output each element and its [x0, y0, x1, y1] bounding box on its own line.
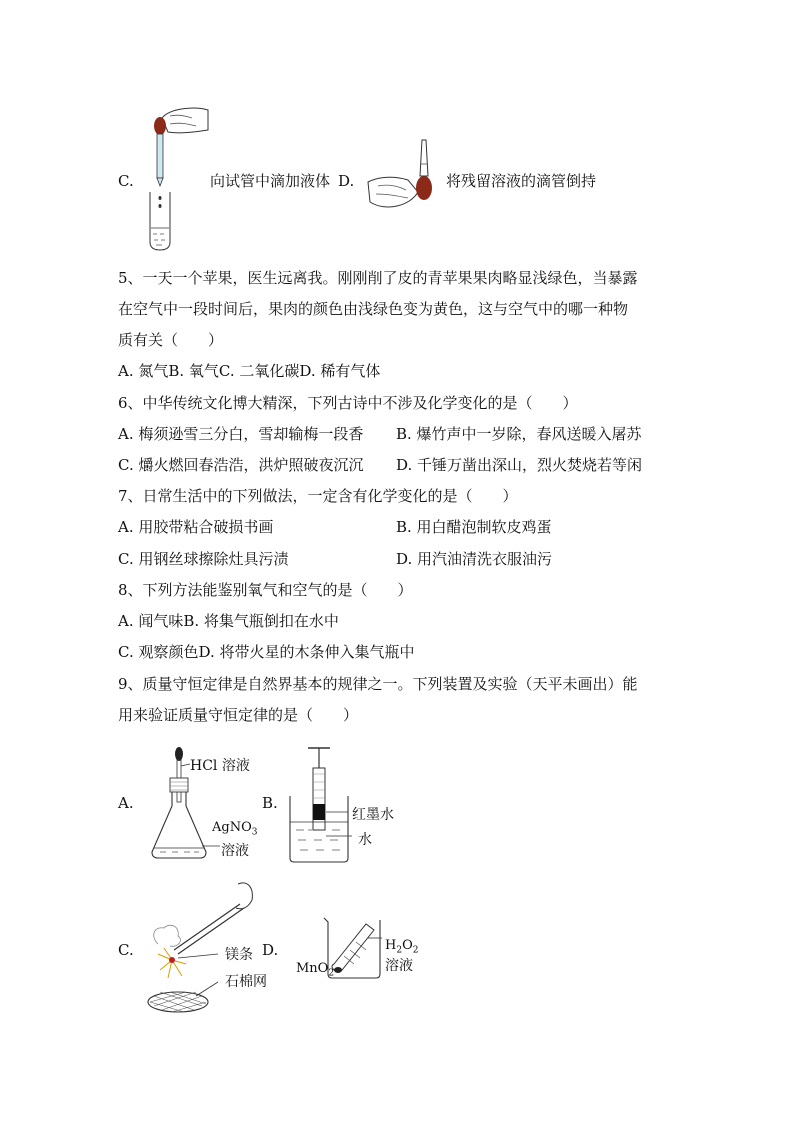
label-mno2: MnO$_2$ [296, 961, 335, 979]
syringe-beaker-figure [286, 744, 356, 866]
option-text: 向试管中滴加液体 [210, 172, 331, 190]
option-text: 将残留溶液的滴管倒持 [446, 172, 597, 190]
label-red-ink: 红墨水 [352, 807, 394, 823]
label-magnesium: 镁条 [225, 947, 253, 963]
question-stem: 9、质量守恒定律是自然界基本的规律之一。下列装置及实验（天平未画出）能 [118, 675, 638, 693]
option-d[interactable]: D. 用汽油清洗衣服油污 [396, 550, 553, 568]
option-letter: C. [118, 172, 134, 190]
question-stem: 在空气中一段时间后，果肉的颜色由浅绿色变为黄色，这与空气中的哪一种物 [118, 300, 629, 318]
label-agno3: AgNO$_3$ [212, 820, 258, 838]
option-letter: C. [118, 941, 134, 959]
option-d[interactable]: D. 千锤万凿出深山，烈火焚烧若等闲 [396, 456, 643, 474]
inverted-dropper-figure [366, 136, 442, 216]
label-water: 水 [358, 832, 372, 848]
option-c[interactable]: C. 用钢丝球擦除灶具污渍 [118, 550, 289, 568]
question-options[interactable]: C. 观察颜色D. 将带火星的木条伸入集气瓶中 [118, 643, 415, 661]
question-stem: 质有关（ ） [118, 331, 224, 349]
option-letter: D. [262, 941, 279, 959]
label-hcl: HCl 溶液 [190, 758, 250, 774]
option-letter: B. [262, 794, 278, 812]
option-a[interactable]: A. 梅须逊雪三分白，雪却输梅一段香 [118, 425, 364, 443]
label-h2o2: $H_2O_2$ [385, 938, 419, 956]
question-options[interactable]: A. 闻气味B. 将集气瓶倒扣在水中 [118, 612, 339, 630]
option-letter: D. [338, 172, 355, 190]
option-c[interactable]: C. 爝火燃回春浩浩，洪炉照破夜沉沉 [118, 456, 364, 474]
label-solution: 溶液 [221, 843, 249, 859]
option-letter: A. [118, 794, 134, 812]
dropper-into-test-tube-figure [140, 104, 212, 254]
question-stem: 5、一天一个苹果，医生远离我。刚刚削了皮的青苹果果肉略显浅绿色，当暴露 [118, 269, 638, 287]
question-stem: 7、日常生活中的下列做法，一定含有化学变化的是（ ） [118, 487, 518, 505]
option-b[interactable]: B. 用白醋泡制软皮鸡蛋 [396, 518, 552, 536]
label-solution: 溶液 [385, 958, 413, 974]
question-options[interactable]: A. 氮气B. 氧气C. 二氧化碳D. 稀有气体 [118, 362, 381, 380]
question-stem: 8、下列方法能鉴别氧气和空气的是（ ） [118, 581, 413, 599]
option-a[interactable]: A. 用胶带粘合破损书画 [118, 518, 274, 536]
option-b[interactable]: B. 爆竹声中一岁除，春风送暖入屠苏 [396, 425, 642, 443]
question-stem: 用来验证质量守恒定律的是（ ） [118, 706, 359, 724]
question-stem: 6、中华传统文化博大精深，下列古诗中不涉及化学变化的是（ ） [118, 394, 578, 412]
label-gauze: 石棉网 [225, 974, 267, 990]
